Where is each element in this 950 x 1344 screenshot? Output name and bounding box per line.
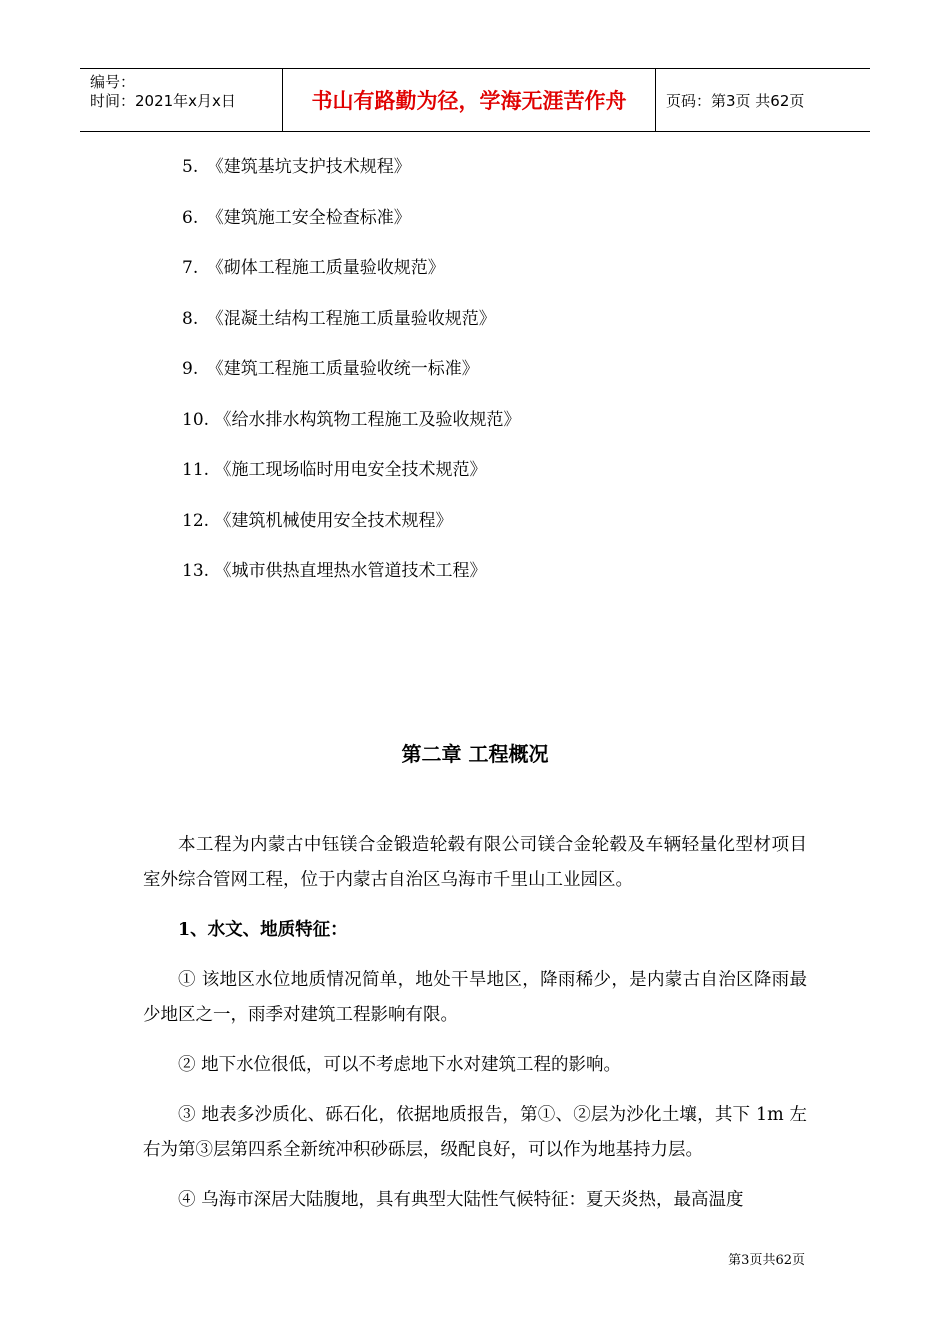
page-footer: 第3页共62页 <box>728 1253 805 1268</box>
header-page-info: 页码：第3页 共62页 <box>666 91 805 110</box>
header-motto: 书山有路勤为径，学海无涯苦作舟 <box>282 69 656 131</box>
document-number-label: 编号： <box>90 73 136 91</box>
paragraph-climate: ④ 乌海市深居大陆腹地，具有典型大陆性气候特征：夏天炎热，最高温度 <box>178 1190 744 1210</box>
list-item: 11. 《施工现场临时用电安全技术规范》 <box>182 460 487 480</box>
paragraph-hydrology-1: ① 该地区水位地质情况简单，地处干旱地区，降雨稀少，是内蒙古自治区降雨最少地区之一，雨季对建筑工程影响有限。 <box>143 970 807 1025</box>
page-header <box>80 68 870 132</box>
list-item: 5. 《建筑基坑支护技术规程》 <box>182 157 411 177</box>
list-item: 8. 《混凝土结构工程施工质量验收规范》 <box>182 308 496 329</box>
list-item: 10. 《给水排水构筑物工程施工及验收规范》 <box>182 409 521 430</box>
list-item: 13. 《城市供热直埋热水管道技术工程》 <box>182 561 487 581</box>
list-item: 7. 《砌体工程施工质量验收规范》 <box>182 258 445 278</box>
paragraph-hydrology-3: ③ 地表多沙质化、砾石化，依据地质报告，第①、②层为沙化土壤，其下 1m 左右为第③层第四系全新统冲积砂砾层，级配良好，可以作为地基持力层。 <box>143 1105 807 1160</box>
paragraph-project-intro: 本工程为内蒙古中钰镁合金锻造轮毂有限公司镁合金轮毂及车辆轻量化型材项目室外综合管网工程，位于内蒙古自治区乌海市千里山工业园区。 <box>143 835 807 890</box>
paragraph-hydrology-2: ② 地下水位很低，可以不考虑地下水对建筑工程的影响。 <box>178 1055 622 1075</box>
chapter-title: 第二章 工程概况 <box>401 742 549 766</box>
document-time-label: 时间：2021年x月x日 <box>90 92 236 110</box>
header-meta <box>80 69 282 131</box>
section-heading-hydrology: 1、水文、地质特征： <box>178 920 348 940</box>
list-item: 6. 《建筑施工安全检查标准》 <box>182 207 411 228</box>
body-text <box>143 828 807 1233</box>
list-item: 12. 《建筑机械使用安全技术规程》 <box>182 510 453 531</box>
standards-list <box>182 152 520 607</box>
list-item: 9. 《建筑工程施工质量验收统一标准》 <box>182 359 479 379</box>
